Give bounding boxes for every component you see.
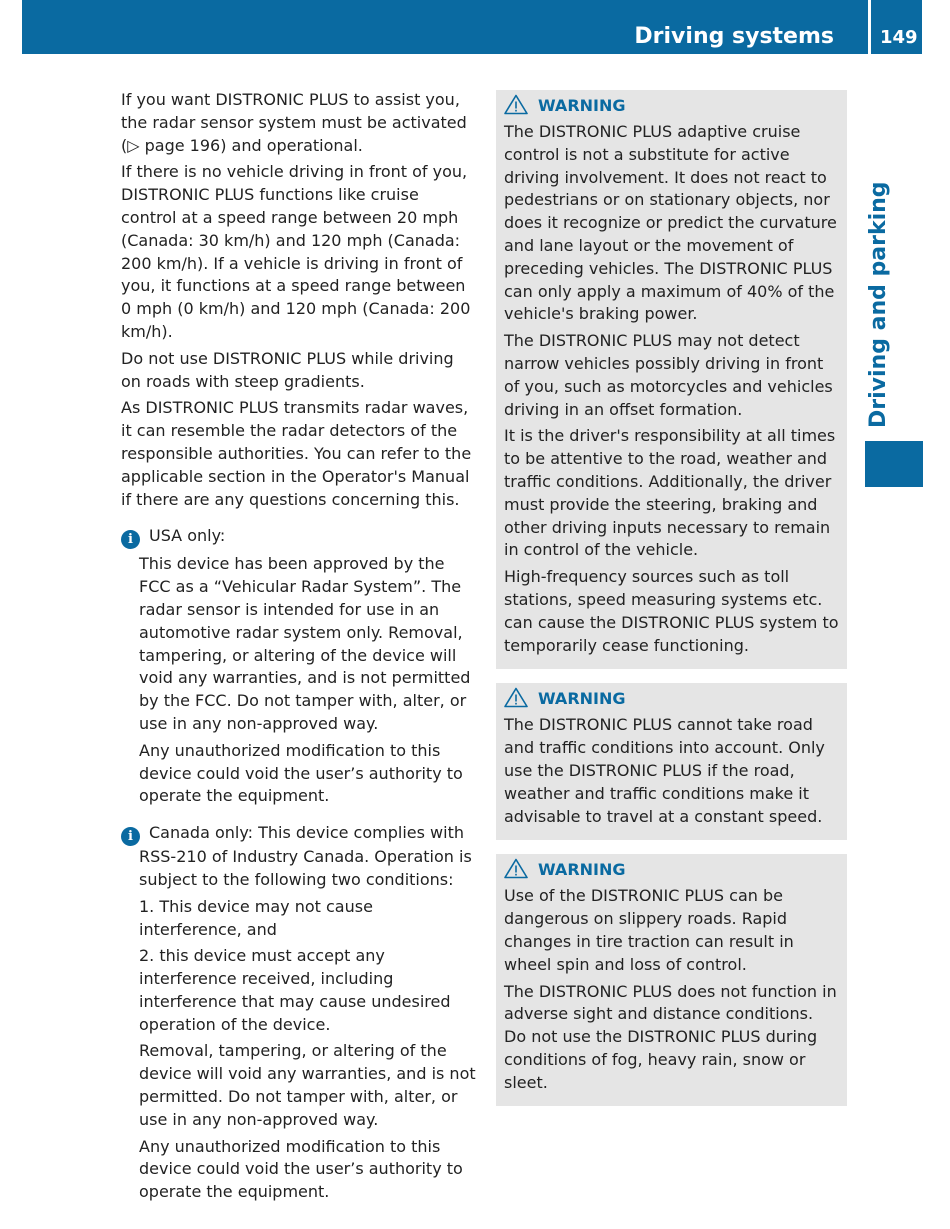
warning-paragraph: The DISTRONIC PLUS does not function in adverse sight and distance conditions. Do not use the DISTRONIC PLUS during conditions of fog, heavy rain, snow or sleet. xyxy=(504,981,837,1092)
info-paragraph: Any unauthorized modification to this device could void the user’s authority to operate the equipment. xyxy=(139,1136,463,1202)
info-paragraph: Any unauthorized modification to this device could void the user’s authority to operate the equipment. xyxy=(139,740,463,806)
info-lead xyxy=(121,822,477,892)
info-paragraph: This device has been approved by the FCC as a “Vehicular Radar System”. The radar sensor is intended for use in an automotive radar system only. Removal, tampering, or altering of the device will void any warranties, and is not permitted by the FCC. Do not tamper with, alter, or use in any non-approved way. xyxy=(139,554,471,733)
info-paragraph: 2. this device must accept any interference received, including interference that may cause undesired operation of the device. xyxy=(139,946,451,1034)
info-lead-text: Canada only: This device complies with RSS-210 of Industry Canada. Operation is subject to the following two conditions: xyxy=(139,823,472,889)
warning-triangle-icon xyxy=(504,94,528,115)
header-divider xyxy=(868,0,871,54)
body-paragraph: As DISTRONIC PLUS transmits radar waves, it can resemble the radar detectors of the responsible authorities. You can refer to the applicable section in the Operator's Manual if there are any questions concerning this. xyxy=(121,398,472,509)
info-icon: i xyxy=(121,827,140,846)
body-paragraph: Do not use DISTRONIC PLUS while driving on roads with steep gradients. xyxy=(121,348,454,391)
warning-paragraph: The DISTRONIC PLUS adaptive cruise control is not a substitute for active driving involvement. It does not react to pedestrians or on stationary objects, nor does it recognize or predict the curvature and lane layout or the movement of preceding vehicles. The DISTRONIC PLUS can only apply a maximum of 40% of the vehicle's braking power. xyxy=(504,122,837,324)
info-paragraph: Removal, tampering, or altering of the device will void any warranties, and is not permitted. Do not tamper with, alter, or use in any non-approved way. xyxy=(139,1041,476,1129)
body-paragraph: If you want DISTRONIC PLUS to assist you, the radar sensor system must be activated (▷ page 196) and operational. xyxy=(121,90,467,155)
left-column xyxy=(121,89,477,1208)
warning-paragraph: It is the driver's responsibility at all times to be attentive to the road, weather and traffic conditions. Additionally, the driver must provide the steering, braking and other driving inputs necessary to remain in control of the vehicle. xyxy=(504,426,836,560)
warning-heading xyxy=(504,858,840,881)
body-paragraph: If there is no vehicle driving in front of you, DISTRONIC PLUS functions like cruise control at a speed range between 20 mph (Canada: 30 km/h) and 120 mph (Canada: 200 km/h). If a vehicle is driving in front of you, it functions at a speed range between 0 mph (0 km/h) and 120 mph (Canada: 200 km/h). xyxy=(121,162,471,341)
warning-paragraph: High-frequency sources such as toll stations, speed measuring systems etc. can cause the DISTRONIC PLUS system to temporarily cease functioning. xyxy=(504,567,839,655)
warning-paragraph: Use of the DISTRONIC PLUS can be dangerous on slippery roads. Rapid changes in tire traction can result in wheel spin and loss of control. xyxy=(504,886,794,974)
header-bar xyxy=(22,0,922,54)
warning-heading xyxy=(504,687,840,710)
page-number: 149 xyxy=(880,27,918,48)
info-icon: i xyxy=(121,530,140,549)
warning-box xyxy=(496,90,847,669)
side-tab-label: Driving and parking xyxy=(866,181,891,428)
info-note-usa xyxy=(121,525,477,808)
warning-paragraph: The DISTRONIC PLUS cannot take road and traffic conditions into account. Only use the DISTRONIC PLUS if the road, weather and traffic conditions make it advisable to travel at a constant speed. xyxy=(504,715,825,826)
side-tab-marker xyxy=(865,441,923,487)
warning-box xyxy=(496,854,847,1106)
warning-heading-text: WARNING xyxy=(538,860,626,880)
info-paragraph: 1. This device may not cause interference, and xyxy=(139,896,373,939)
warning-heading-text: WARNING xyxy=(538,689,626,709)
warning-heading xyxy=(504,94,840,117)
info-note-canada xyxy=(121,822,477,1204)
warning-heading-text: WARNING xyxy=(538,96,626,115)
info-lead-text: USA only: xyxy=(149,526,226,546)
warning-paragraph: The DISTRONIC PLUS may not detect narrow vehicles possibly driving in front of you, such as motorcycles and vehicles driving in an offset formation. xyxy=(504,331,833,419)
warning-triangle-icon xyxy=(504,687,528,708)
info-lead xyxy=(121,525,477,549)
section-title: Driving systems xyxy=(634,24,834,49)
right-column xyxy=(496,90,847,1120)
warning-box xyxy=(496,683,847,840)
warning-triangle-icon xyxy=(504,858,528,879)
